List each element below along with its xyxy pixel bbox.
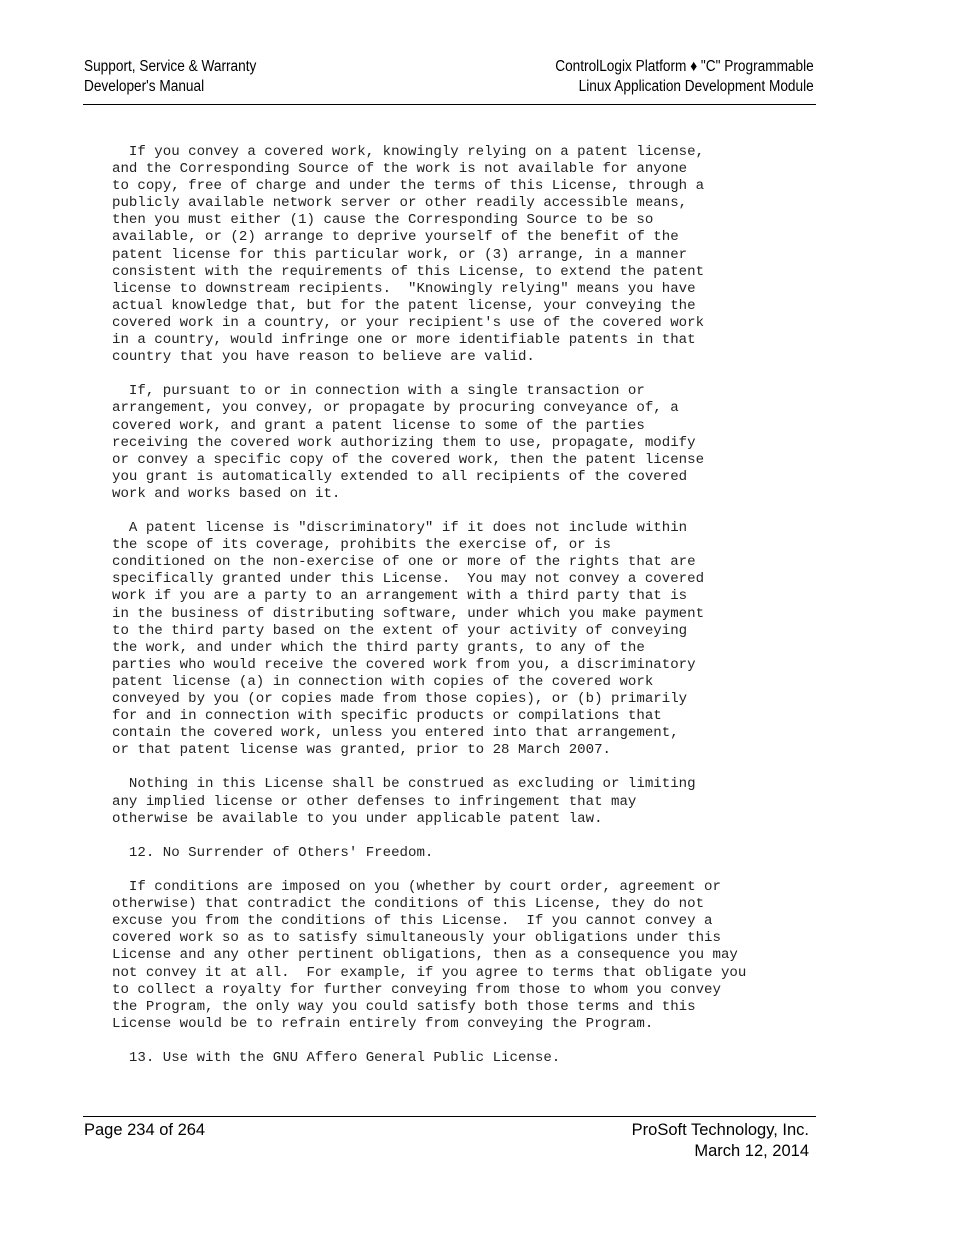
text-line: available, or (2) arrange to deprive yourself of the benefit of the [112, 229, 679, 246]
text-line: If you convey a covered work, knowingly relying on a patent license, [112, 144, 705, 160]
text-line: the work, and under which the third party grants, to any of the [112, 639, 645, 656]
text-line: consistent with the requirements of this License, to extend the patent [112, 263, 705, 280]
footer-right [632, 1120, 809, 1162]
paragraph-nothing-construed [112, 776, 746, 827]
text-line: receiving the covered work authorizing them to use, propagate, modify [112, 434, 696, 451]
text-line: or convey a specific copy of the covered work, then the patent license [112, 451, 705, 468]
text-line: patent license for this particular work, or (3) arrange, in a manner [112, 246, 688, 263]
text-line: conditioned on the non-exercise of one or more of the rights that are [112, 554, 696, 571]
text-line: work if you are a party to an arrangement with a third party that is [112, 588, 688, 605]
paragraph-discriminatory [112, 520, 746, 759]
text-line: License would be to refrain entirely from conveying the Program. [112, 1015, 654, 1032]
text-line: or that patent license was granted, prior to 28 March 2007. [112, 742, 611, 759]
text-line: for and in connection with specific products or compilations that [112, 708, 662, 725]
text-line: 12. No Surrender of Others' Freedom. [112, 844, 434, 861]
text-line: to the third party based on the extent of your activity of conveying [112, 622, 688, 639]
text-line: otherwise) that contradict the conditions of this License, they do not [112, 896, 705, 913]
paragraph-single-transaction [112, 383, 746, 503]
header-divider [83, 104, 816, 105]
text-line: in a country, would infringe one or more identifiable patents in that [112, 332, 696, 349]
footer-divider [83, 1116, 816, 1117]
header-doc-type: Developer's Manual [84, 78, 205, 95]
text-line: Nothing in this License shall be construed as excluding or limiting [112, 776, 696, 793]
text-line: in the business of distributing software, under which you make payment [112, 605, 705, 622]
publish-date: March 12, 2014 [694, 1142, 809, 1160]
text-line: parties who would receive the covered work from you, a discriminatory [112, 656, 696, 673]
text-line: you grant is automatically extended to all recipients of the covered [112, 468, 688, 485]
text-line: then you must either (1) cause the Corresponding Source to be so [112, 212, 654, 229]
text-line: patent license (a) in connection with copies of the covered work [112, 673, 654, 690]
text-line: contain the covered work, unless you entered into that arrangement, [112, 725, 679, 742]
text-line: specifically granted under this License. You may not convey a covered [112, 571, 705, 588]
text-line: and the Corresponding Source of the work is not available for anyone [112, 161, 688, 178]
text-line: excuse you from the conditions of this License. If you cannot convey a [112, 913, 713, 930]
company-name: ProSoft Technology, Inc. [631, 1121, 809, 1139]
text-line: to copy, free of charge and under the terms of this License, through a [112, 178, 705, 195]
text-line: actual knowledge that, but for the patent license, your conveying the [112, 297, 696, 314]
paragraph-knowingly-relying [112, 144, 746, 366]
text-line: If, pursuant to or in connection with a single transaction or [112, 383, 645, 400]
header-left [84, 57, 256, 97]
text-line: work and works based on it. [112, 485, 341, 502]
text-line: the Program, the only way you could satisfy both those terms and this [112, 998, 696, 1015]
text-line: any implied license or other defenses to infringement that may [112, 793, 637, 810]
text-line: covered work, and grant a patent license to some of the parties [112, 417, 645, 434]
text-line: the scope of its coverage, prohibits the exercise of, or is [112, 537, 611, 554]
text-line: License and any other pertinent obligations, then as a consequence you may [112, 947, 738, 964]
text-line: 13. Use with the GNU Affero General Public License. [112, 1049, 561, 1066]
text-line: not convey it at all. For example, if you agree to terms that obligate you [112, 964, 747, 981]
text-line: conveyed by you (or copies made from those copies), or (b) primarily [112, 691, 688, 707]
text-line: publicly available network server or other readily accessible means, [112, 195, 688, 212]
section-heading-13 [112, 1050, 746, 1067]
text-line: A patent license is "discriminatory" if it does not include within [112, 520, 688, 537]
text-line: to collect a royalty for further conveying from those to whom you convey [112, 981, 721, 998]
text-line: arrangement, you convey, or propagate by procuring conveyance of, a [112, 400, 679, 417]
text-line: otherwise be available to you under applicable patent law. [112, 810, 603, 827]
page-number: Page 234 of 264 [84, 1121, 206, 1139]
text-line: license to downstream recipients. "Knowingly relying" means you have [112, 280, 696, 297]
header-product-line: ControlLogix Platform ♦ "C" Programmable [555, 58, 814, 75]
header-right [556, 57, 814, 97]
header-doc-section: Support, Service & Warranty [84, 58, 257, 75]
text-line: If conditions are imposed on you (whether by court order, agreement or [112, 879, 721, 896]
section-heading-12 [112, 845, 746, 862]
text-line: covered work in a country, or your recipient's use of the covered work [112, 314, 705, 331]
license-text [112, 144, 746, 1084]
header-product-name: Linux Application Development Module [578, 78, 814, 95]
paragraph-conditions-imposed [112, 879, 746, 1033]
text-line: country that you have reason to believe are valid. [112, 349, 535, 366]
text-line: covered work so as to satisfy simultaneously your obligations under this [112, 930, 721, 947]
